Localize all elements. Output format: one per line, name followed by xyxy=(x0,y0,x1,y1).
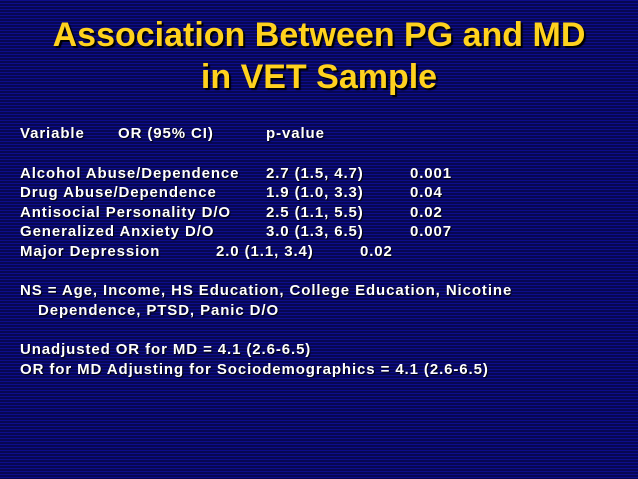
header-or: OR (95% CI) xyxy=(118,125,214,142)
table-row xyxy=(20,242,512,262)
slide-body xyxy=(20,124,512,379)
row-pvalue: 0.02 xyxy=(410,203,443,221)
table-row xyxy=(20,164,512,184)
adjusted-or: OR for MD Adjusting for Sociodemographics = 4.1 (2.6-6.5) xyxy=(20,360,489,378)
header-variable: Variable xyxy=(20,125,85,142)
row-pvalue: 0.04 xyxy=(410,184,443,201)
row-variable: Major Depression xyxy=(20,242,161,260)
slide-title-line-1: Association Between PG and MD xyxy=(52,16,586,54)
ns-note-line-1: NS = Age, Income, HS Education, College Education, Nicotine xyxy=(20,282,513,299)
row-pvalue: 0.02 xyxy=(360,242,393,260)
row-pvalue: 0.001 xyxy=(410,164,453,182)
row-variable: Antisocial Personality D/O xyxy=(20,203,231,221)
row-or: 2.7 (1.5, 4.7) xyxy=(266,164,364,182)
row-variable: Generalized Anxiety D/O xyxy=(20,223,215,240)
row-or: 1.9 (1.0, 3.3) xyxy=(266,184,364,201)
table-row xyxy=(20,183,512,203)
row-variable: Alcohol Abuse/Dependence xyxy=(20,164,240,182)
table-row xyxy=(20,222,512,242)
slide-title-line-2: in VET Sample xyxy=(200,58,438,96)
unadjusted-or: Unadjusted OR for MD = 4.1 (2.6-6.5) xyxy=(20,341,312,358)
row-or: 2.0 (1.1, 3.4) xyxy=(216,242,314,260)
table-row xyxy=(20,203,512,223)
header-pvalue: p-value xyxy=(266,125,325,142)
row-or: 2.5 (1.1, 5.5) xyxy=(266,203,364,221)
row-or: 3.0 (1.3, 6.5) xyxy=(266,223,364,240)
slide-title xyxy=(0,14,638,98)
table-header xyxy=(20,124,512,144)
row-pvalue: 0.007 xyxy=(410,223,453,240)
ns-note-line-2: Dependence, PTSD, Panic D/O xyxy=(38,301,280,319)
row-variable: Drug Abuse/Dependence xyxy=(20,184,217,201)
